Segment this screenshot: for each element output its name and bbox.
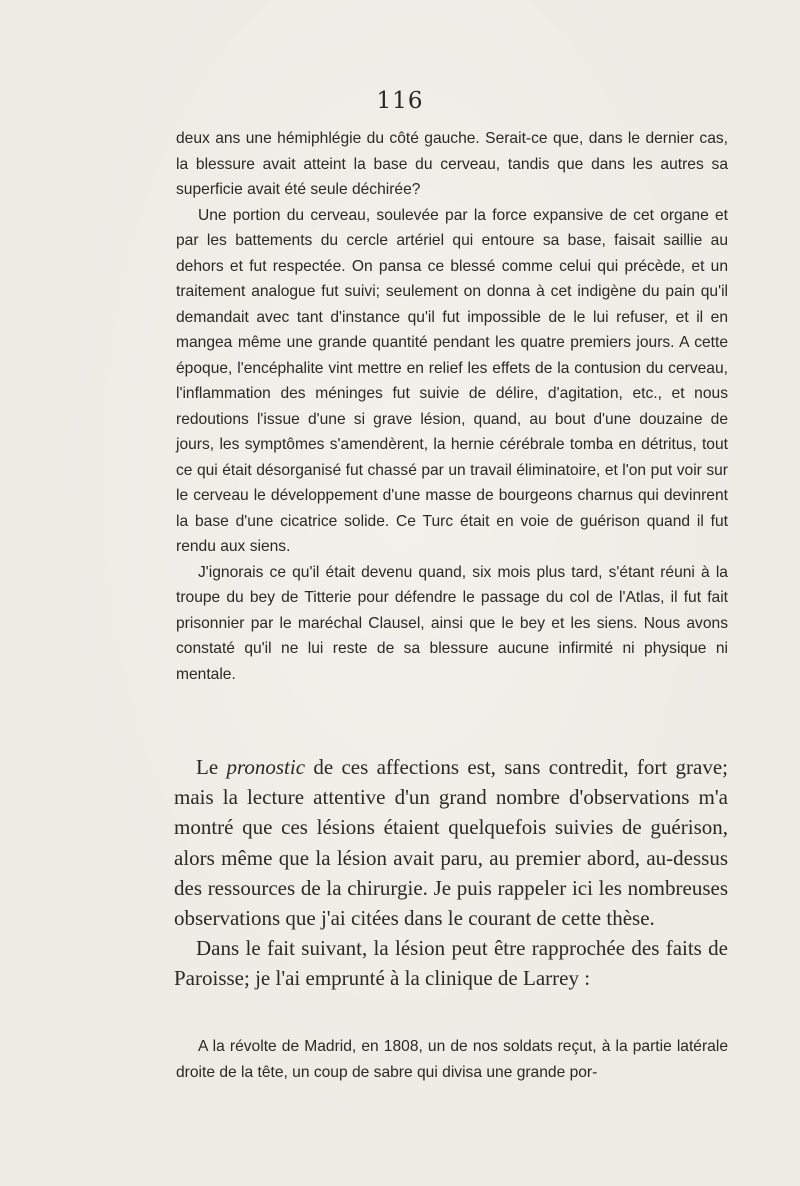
body-text-observation — [176, 1034, 728, 1086]
prognosis-rest: de ces affections est, sans contredit, fort grave; mais la lecture attentive d'un grand nombre d'observations m'a montré que ces lésions étaient quelquefois suivies de guérison, alors même que la lésion avait paru, au premier abord, au-dessus des ressources de la chirurgie. Je puis rappeler ici les nombreuses observations que j'ai citées dans le courant de cette thèse. — [174, 755, 728, 931]
prognosis-lead: Le — [196, 755, 227, 779]
paragraph-madrid-case: A la révolte de Madrid, en 1808, un de nos soldats reçut, à la partie latérale droite de la tête, un coup de sabre qui divisa une grande por- — [176, 1038, 728, 1081]
paragraph-case-outcome: J'ignorais ce qu'il était devenu quand, six mois plus tard, s'étant réuni à la troupe du bey de Titterie pour défendre le passage du col de l'Atlas, il fut fait prisonnier par le maréchal Clausel, ainsi que le bey et les siens. Nous avons constaté qu'il ne lui reste de sa blessure aucune infirmité ni physique ni mentale. — [176, 563, 728, 683]
body-text-large — [174, 752, 728, 994]
paragraph-continuation: deux ans une hémiphlégie du côté gauche. Serait-ce que, dans le dernier cas, la blessure avait atteint la base du cerveau, tandis que dans les autres sa superficie avait été seule déchirée? — [176, 130, 728, 198]
body-text-small — [176, 126, 728, 687]
paragraph-case-description: Une portion du cerveau, soulevée par la force expansive de cet organe et par les battements du cercle artériel qui entoure sa base, faisait saillie au dehors et fut respectée. On pansa ce blessé comme celui qui précède, et un traitement analogue fut suivi; seulement on donna à cet indigène du pain qu'il demandait avec tant d'instance qu'il fut impossible de le lui refuser, et il en mangea même une grande quantité pendant les quatre premiers jours. A cette époque, l'encéphalite vint mettre en relief les effets de la contusion du cerveau, l'inflammation des méninges fut suivie de délire, d'agitation, etc., et nous redoutions l'issue d'une si grave lésion, quand, au bout d'une douzaine de jours, les symptômes s'amendèrent, la hernie cérébrale tomba en détritus, tout ce qui était désorganisé fut chassé par un travail éliminatoire, et l'on put voir sur le cerveau le développement d'une masse de bourgeons charnus qui devinrent la base d'une cicatrice solide. Ce Turc était en voie de guérison quand il fut rendu aux siens. — [176, 206, 728, 555]
prognosis-term: pronostic — [226, 755, 306, 779]
page-number: 116 — [376, 88, 424, 114]
paragraph-following-case: Dans le fait suivant, la lésion peut être rapprochée des faits de Paroisse; je l'ai emprunté à la clinique de Larrey : — [174, 936, 728, 991]
paragraph-prognosis — [174, 752, 728, 933]
